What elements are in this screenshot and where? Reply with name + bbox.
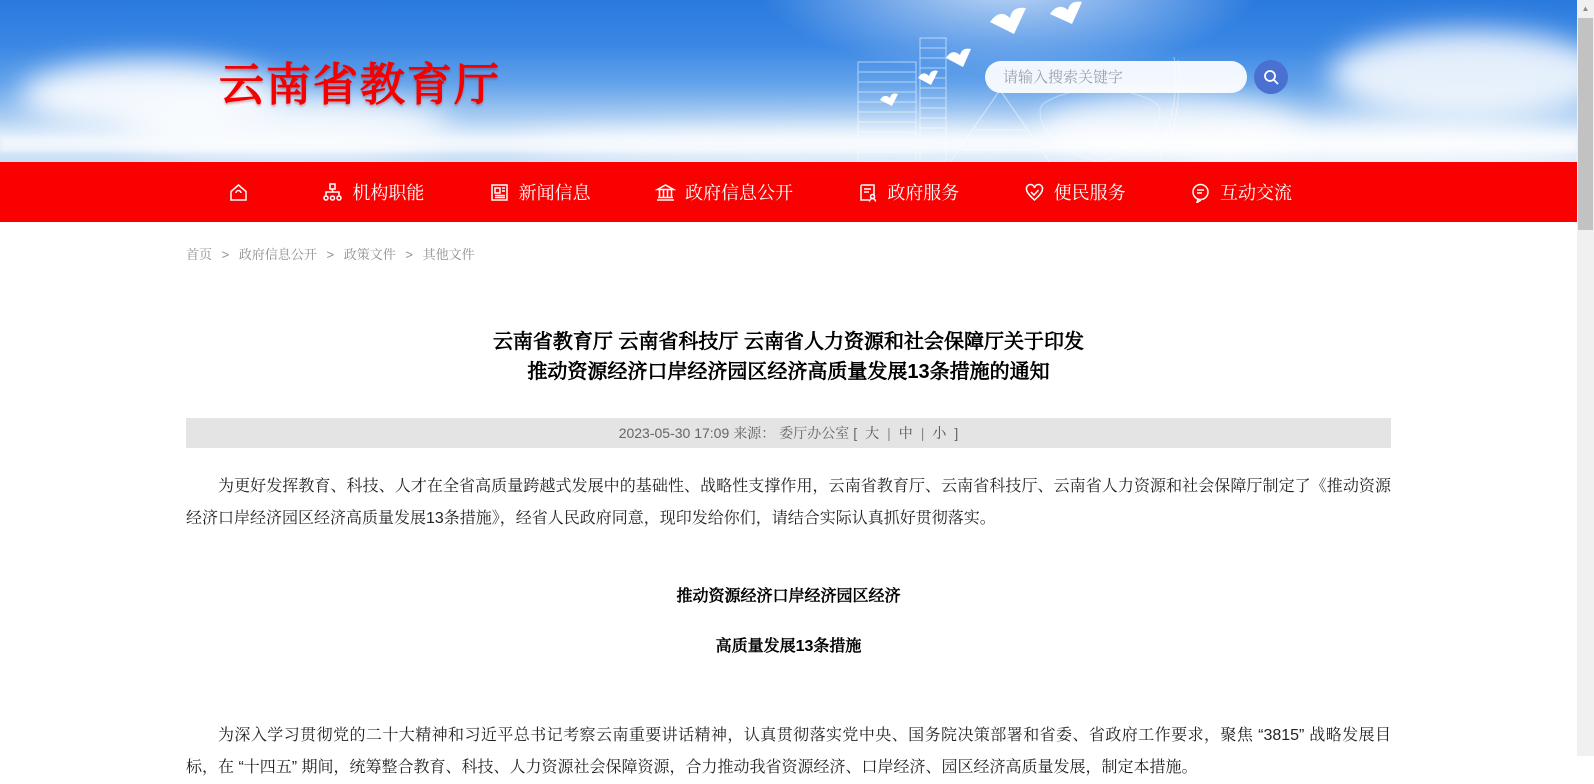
publish-datetime: 2023-05-30 17:09 (618, 425, 730, 441)
article-subtitle-line2: 高质量发展13条措施 (715, 638, 862, 655)
nav-item-label: 互动交流 (1219, 183, 1292, 203)
breadcrumb-gov-info[interactable]: 政府信息公开 (238, 247, 317, 262)
pipe-separator: | (887, 425, 891, 441)
nav-item-gov-info[interactable] (655, 179, 793, 205)
article-title (186, 327, 1391, 387)
breadcrumb-policy-files[interactable]: 政策文件 (343, 247, 396, 262)
nav-item-label: 政府信息公开 (684, 183, 793, 203)
breadcrumb-separator: > (221, 247, 230, 262)
nav-item-org[interactable] (322, 179, 424, 205)
search-bar (985, 60, 1288, 94)
search-icon (1262, 68, 1280, 86)
source-value: 委厅办公室 (779, 425, 850, 441)
header-banner (0, 0, 1577, 162)
article-title-line1: 云南省教育厅 云南省科技厅 云南省人力资源和社会保障厅关于印发 (492, 331, 1085, 353)
main-nav (0, 162, 1577, 222)
bracket-open: [ (853, 425, 858, 441)
article-title-line2: 推动资源经济口岸经济园区经济高质量发展13条措施的通知 (527, 361, 1050, 383)
scrollbar-up-arrow-icon[interactable]: ▲ (1581, 4, 1590, 13)
article-meta-bar (186, 418, 1391, 448)
nav-item-label: 便民服务 (1053, 183, 1126, 203)
pipe-separator: | (920, 425, 925, 441)
bracket-close: ] (954, 425, 959, 441)
breadcrumb (186, 244, 1391, 263)
document-person-icon (857, 182, 878, 203)
nav-item-label: 新闻信息 (518, 183, 591, 203)
breadcrumb-home[interactable]: 首页 (186, 247, 213, 262)
article-paragraph-2: 为深入学习贯彻党的二十大精神和习近平总书记考察云南重要讲话精神，认真贯彻落实党中央、国务院决策部署和省委、省政府工作要求，聚焦 “3815” 战略发展目标，在 “十四五” 期间，统筹整合教育、科技、人力资源社会保障资源，合力推动我省资源经济、口岸经济、园区经济高质量发展，制定本措施。 (186, 727, 1391, 776)
breadcrumb-separator: > (326, 247, 335, 262)
gov-building-icon (655, 182, 676, 203)
search-button[interactable] (1254, 60, 1288, 94)
source-label: 来源： (733, 425, 776, 441)
scrollbar-thumb[interactable] (1578, 18, 1593, 230)
home-icon (228, 182, 249, 203)
nav-item-label: 机构职能 (352, 183, 425, 203)
site-logo[interactable]: 云南省教育厅 (219, 59, 502, 110)
nav-item-interact[interactable] (1190, 179, 1292, 205)
nav-item-gov-service[interactable] (857, 179, 959, 205)
breadcrumb-other-files[interactable]: 其他文件 (422, 247, 475, 262)
vertical-scrollbar[interactable] (1577, 0, 1594, 756)
nav-item-label: 政府服务 (887, 183, 960, 203)
font-size-large-button[interactable]: 大 (865, 425, 880, 441)
heart-hand-icon (1024, 182, 1045, 203)
font-size-small-button[interactable]: 小 (932, 425, 947, 441)
font-size-medium-button[interactable]: 中 (898, 425, 913, 441)
org-chart-icon (322, 182, 343, 203)
chat-bubble-icon (1190, 182, 1211, 203)
breadcrumb-separator: > (405, 247, 413, 262)
news-icon (489, 182, 510, 203)
nav-item-news[interactable] (489, 179, 591, 205)
article-subtitle-line1: 推动资源经济口岸经济园区经济 (676, 588, 901, 605)
nav-item-home[interactable] (228, 182, 258, 203)
search-input[interactable] (985, 61, 1247, 93)
article-paragraph-1: 为更好发挥教育、科技、人才在全省高质量跨越式发展中的基础性、战略性支撑作用，云南省教育厅、云南省科技厅、云南省人力资源和社会保障厅制定了《推动资源经济口岸经济园区经济高质量发展13条措施》，经省人民政府同意，现印发给你们，请结合实际认真抓好贯彻落实。 (186, 478, 1391, 527)
nav-item-convenience[interactable] (1024, 179, 1126, 205)
content-area (186, 244, 1391, 784)
